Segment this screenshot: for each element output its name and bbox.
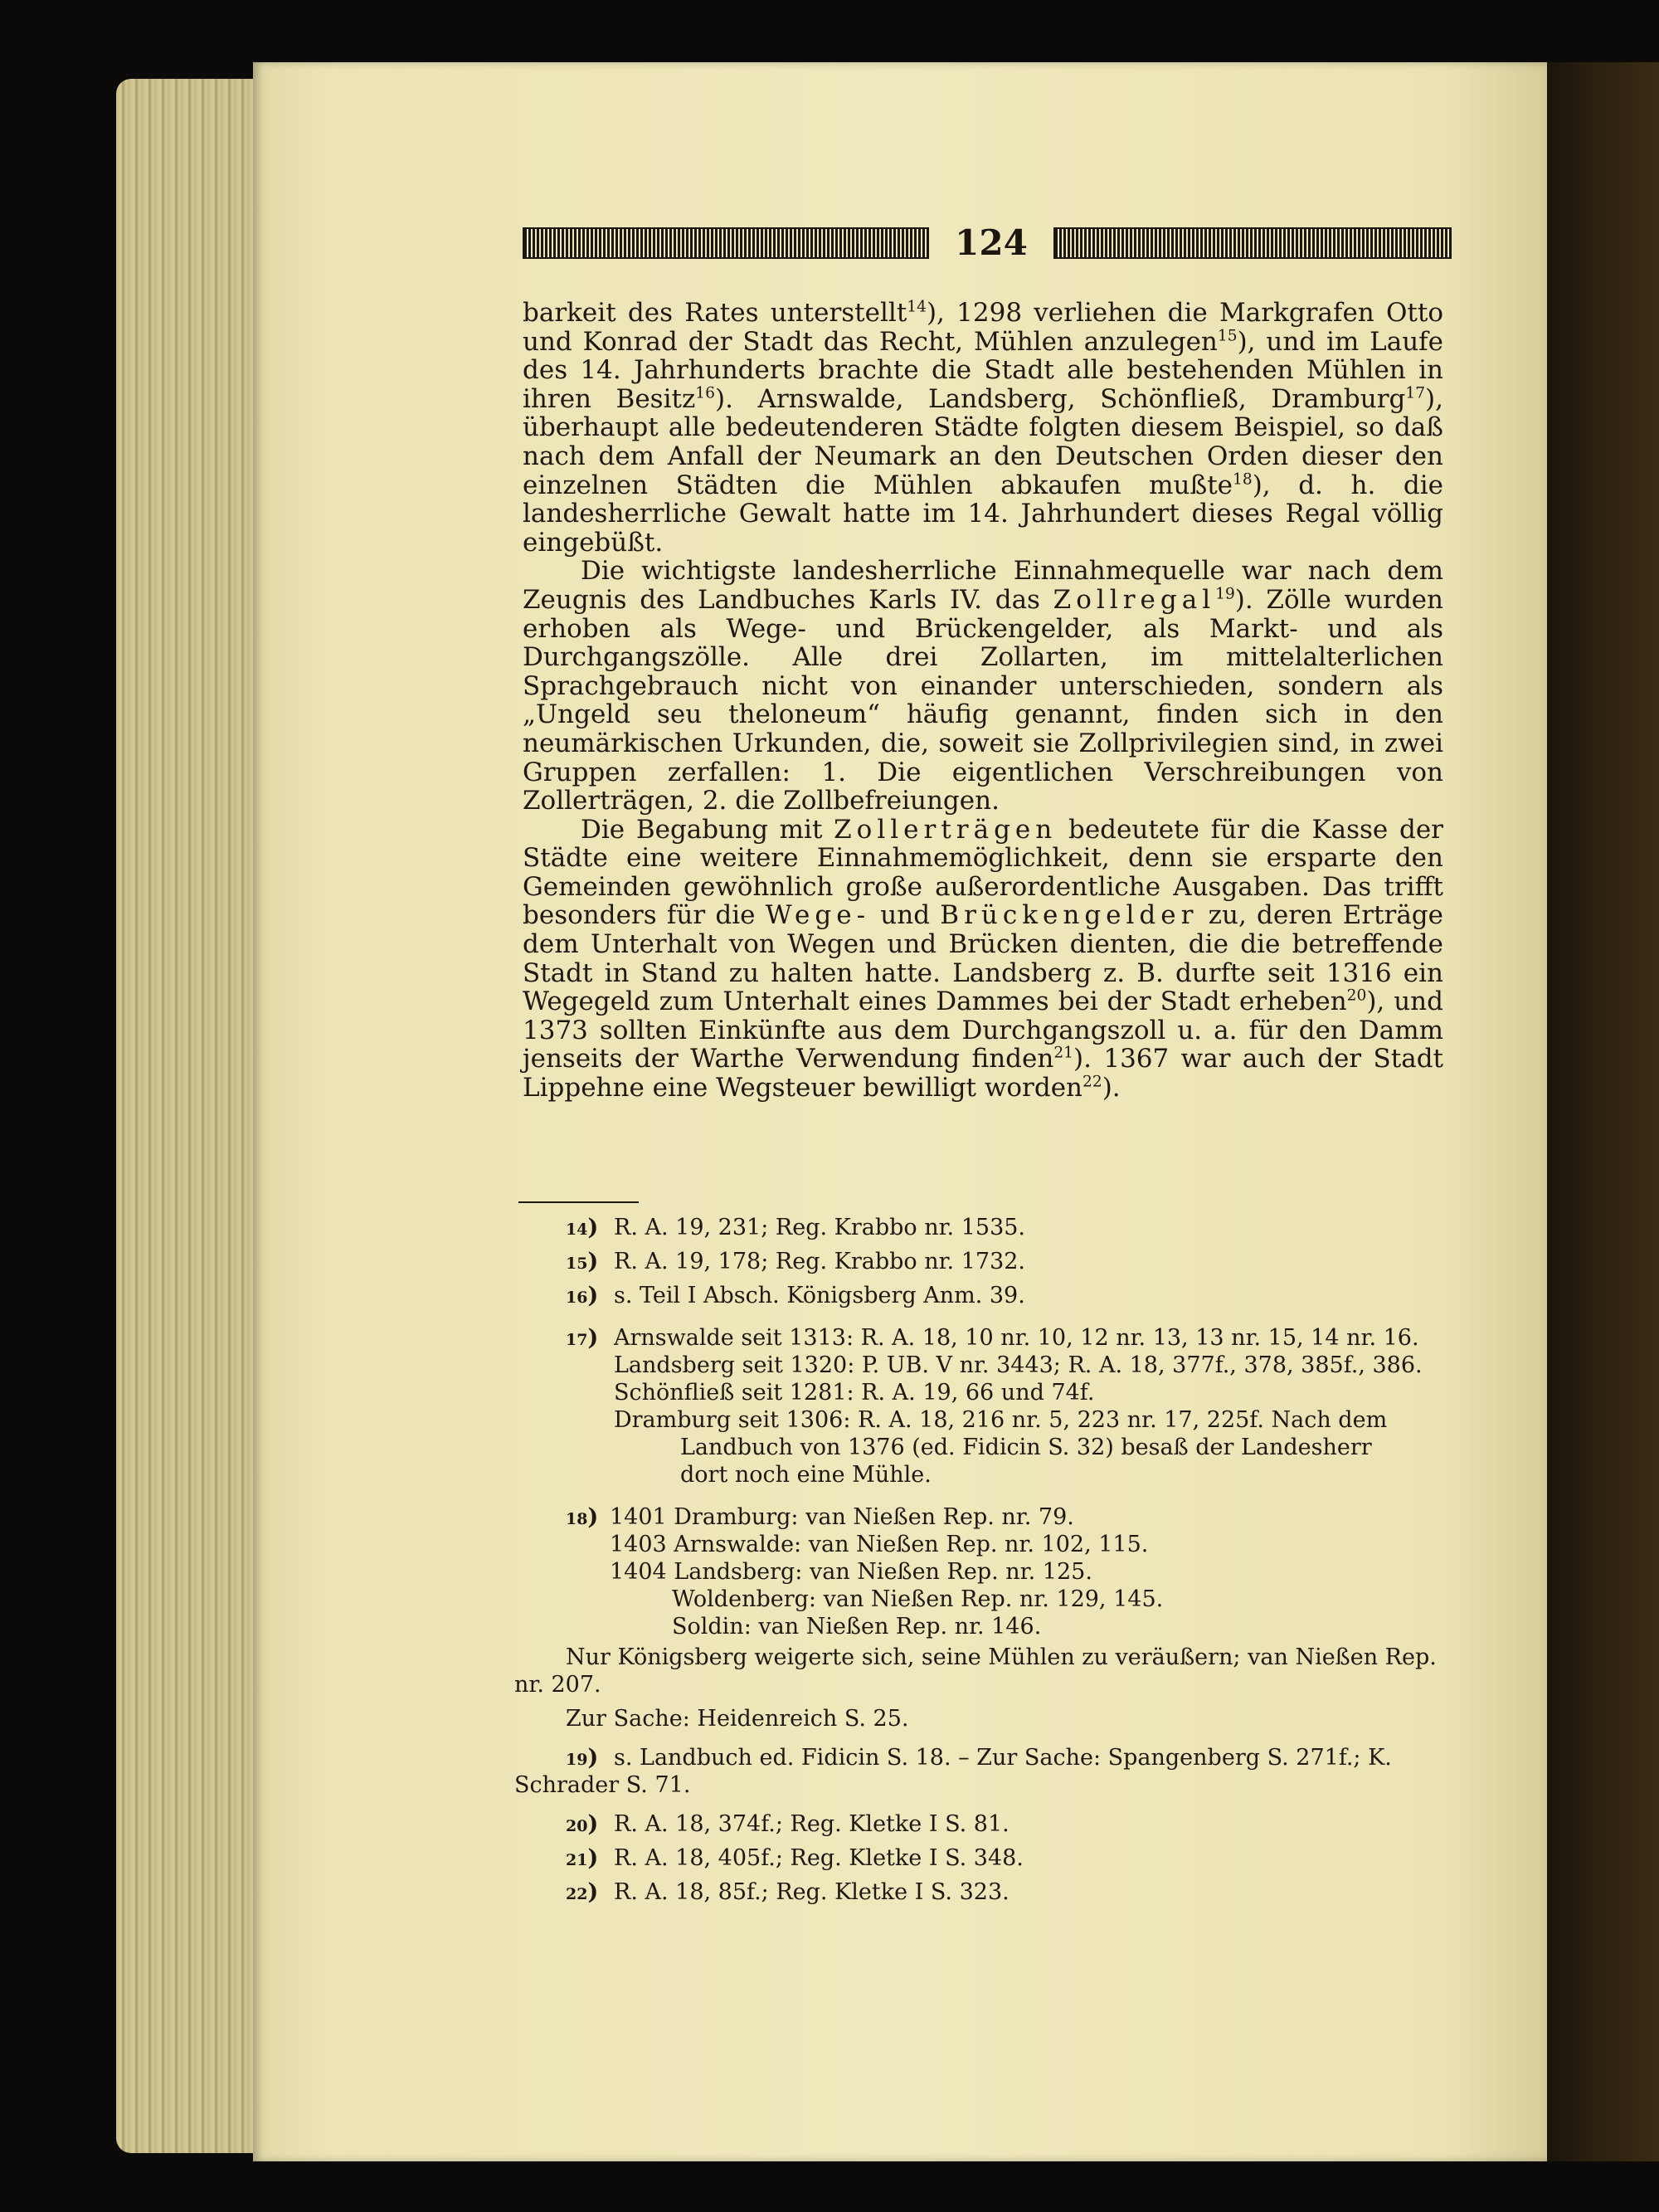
footnote-line: Schönfließ seit 1281: R. A. 19, 66 und 74f. bbox=[614, 1380, 1095, 1406]
text-run: barkeit des Rates unterstellt bbox=[523, 298, 907, 328]
footnote-line: 1403 Arnswalde: van Nießen Rep. nr. 102, 115. bbox=[610, 1532, 1149, 1557]
footnote-number: 17) bbox=[566, 1325, 599, 1351]
footnote-text: R. A. 18, 374f.; Reg. Kletke I S. 81. bbox=[614, 1811, 1010, 1837]
footnote-number: 16) bbox=[566, 1283, 599, 1308]
footnote-marker: 20 bbox=[1346, 987, 1367, 1005]
header-rule-right bbox=[1053, 227, 1452, 259]
header-rule-left bbox=[523, 227, 929, 259]
footnote-18 bbox=[514, 1503, 1443, 1640]
emphasized-term: Wege- bbox=[765, 900, 871, 931]
footnote-marker: 21 bbox=[1053, 1045, 1073, 1063]
text-run: bedeutete für die Kasse der Städte eine weitere Einnahmemöglichkeit, denn sie ersparte den Gemeinden gewöhnlich große außerordentliche Ausgaben. Das trifft besonders für die bbox=[523, 814, 1443, 931]
footnote-marker: 14 bbox=[907, 298, 927, 316]
footnote-marker: 17 bbox=[1405, 384, 1426, 402]
footnote-number: 22) bbox=[566, 1879, 599, 1905]
text-run: ), 1298 verliehen die Markgrafen Otto und Konrad der Stadt das Recht, Mühlen anzulegen bbox=[523, 298, 1443, 357]
footnote-number: 21) bbox=[566, 1845, 599, 1871]
footnote-line: 1404 Landsberg: van Nießen Rep. nr. 125. bbox=[610, 1559, 1092, 1585]
footnote-number: 15) bbox=[566, 1249, 599, 1274]
text-run: ). Arnswalde, Landsberg, Schönfließ, Dramburg bbox=[714, 383, 1406, 414]
footnote-14 bbox=[514, 1214, 1443, 1241]
text-run: Die Begabung mit bbox=[581, 814, 834, 845]
footnote-marker: 19 bbox=[1215, 585, 1235, 603]
footnote-marker: 15 bbox=[1217, 327, 1238, 345]
paragraph-1 bbox=[523, 299, 1443, 557]
footnote-15 bbox=[514, 1248, 1443, 1275]
footnote-line: Soldin: van Nießen Rep. nr. 146. bbox=[672, 1614, 1042, 1640]
footnote-18-reference: Zur Sache: Heidenreich S. 25. bbox=[566, 1706, 909, 1732]
footnote-line: Landsberg seit 1320: P. UB. V nr. 3443; R. A. 18, 377f., 378, 385f., 386. bbox=[614, 1352, 1423, 1378]
text-run: ). 1367 war auch der Stadt Lippehne eine Wegsteuer bewilligt worden bbox=[523, 1044, 1443, 1104]
footnote-20 bbox=[514, 1810, 1443, 1838]
page-number: 124 bbox=[955, 222, 1028, 263]
text-run: ). bbox=[1102, 1073, 1121, 1104]
emphasized-term: Brückengelder bbox=[940, 900, 1199, 931]
paragraph-2 bbox=[523, 557, 1443, 815]
main-text bbox=[523, 299, 1443, 1103]
footnote-number: 19) bbox=[566, 1745, 599, 1771]
footnote-22 bbox=[514, 1878, 1443, 1906]
emphasized-term: Zollregal bbox=[1053, 584, 1216, 615]
footnote-marker: 18 bbox=[1233, 470, 1253, 489]
footnote-line: Dramburg seit 1306: R. A. 18, 216 nr. 5, 223 nr. 17, 225f. Nach dem bbox=[614, 1407, 1388, 1433]
book-gutter bbox=[1547, 62, 1659, 2161]
page-header bbox=[523, 222, 1452, 264]
footnote-line: 1401 Dramburg: van Nießen Rep. nr. 79. bbox=[610, 1504, 1074, 1530]
text-run: ), d. h. die landesherrliche Gewalt hatte im 14. Jahrhundert dieses Regal völlig eingebüßt. bbox=[523, 470, 1443, 558]
footnote-text: s. Teil I Absch. Königsberg Anm. 39. bbox=[614, 1283, 1025, 1308]
text-run: ). Zölle wurden erhoben als Wege- und Brückengelder, als Markt- und als Durchgangszölle. Alle drei Zollarten, im mittelalterlichen Sprachgebrauch nicht von einander unterschieden, sondern als „Ungeld seu theloneum“ häufig genannt, finden sich in den neumärkischen Urkunden, die, soweit sie Zollprivilegien sind, in zwei Gruppen zerfallen: 1. Die eigentlichen Verschreibungen von Zollerträgen, 2. die Zollbefreiungen. bbox=[523, 584, 1443, 816]
footnote-text: R. A. 19, 178; Reg. Krabbo nr. 1732. bbox=[614, 1249, 1026, 1274]
footnote-number: 14) bbox=[566, 1215, 599, 1240]
footnote-number: 18) bbox=[566, 1504, 599, 1530]
footnote-marker: 22 bbox=[1082, 1073, 1102, 1091]
footnote-16 bbox=[514, 1282, 1443, 1309]
text-run: Die wichtigste landesherrliche Einnahmequelle war nach dem Zeugnis des Landbuches Karls IV. das bbox=[523, 556, 1443, 615]
footnote-text: s. Landbuch ed. Fidicin S. 18. – Zur Sache: Spangenberg S. 271f.; K. Schrader S. 71. bbox=[514, 1745, 1392, 1798]
footnote-17 bbox=[514, 1324, 1443, 1488]
text-run: zu, deren Erträge dem Unterhalt von Wegen und Brücken dienten, die die betreffende Stadt in Stand zu halten hatte. Landsberg z. B. durfte seit 1316 ein Wegegeld zum Unterhalt eines Dammes bei der Stadt erheben bbox=[523, 900, 1443, 1017]
footnote-19 bbox=[514, 1744, 1443, 1799]
text-run: ), und 1373 sollten Einkünfte aus dem Durchgangszoll u. a. für den Damm jenseits der Warthe Verwendung finden bbox=[523, 987, 1443, 1074]
footnote-18-note: Nur Königsberg weigerte sich, seine Mühlen zu veräußern; van Nießen Rep. nr. 207. bbox=[514, 1644, 1437, 1698]
footnote-21 bbox=[514, 1844, 1443, 1872]
footnote-line: Landbuch von 1376 (ed. Fidicin S. 32) besaß der Landesherr bbox=[680, 1435, 1372, 1460]
footnote-marker: 16 bbox=[695, 384, 715, 402]
emphasized-term: Zollerträgen bbox=[834, 814, 1058, 845]
footnote-text: R. A. 18, 85f.; Reg. Kletke I S. 323. bbox=[614, 1879, 1010, 1905]
paragraph-3 bbox=[523, 816, 1443, 1103]
footnote-text: R. A. 18, 405f.; Reg. Kletke I S. 348. bbox=[614, 1845, 1024, 1871]
footnote-number: 20) bbox=[566, 1811, 599, 1837]
text-run: ), und im Laufe des 14. Jahrhunderts brachte die Stadt alle bestehenden Mühlen in ihren Besitz bbox=[523, 326, 1443, 414]
footnote-text: R. A. 19, 231; Reg. Krabbo nr. 1535. bbox=[614, 1215, 1026, 1240]
footnote-divider bbox=[518, 1201, 639, 1203]
text-run: ), überhaupt alle bedeutenderen Städte folgten diesem Beispiel, so daß nach dem Anfall der Neumark an den Deutschen Orden dieser den einzelnen Städten die Mühlen abkaufen mußte bbox=[523, 383, 1443, 500]
footnote-line: dort noch eine Mühle. bbox=[680, 1462, 932, 1488]
footnotes bbox=[514, 1214, 1443, 1912]
footnote-line: Arnswalde seit 1313: R. A. 18, 10 nr. 10, 12 nr. 13, 13 nr. 15, 14 nr. 16. bbox=[614, 1325, 1419, 1351]
footnote-line: Woldenberg: van Nießen Rep. nr. 129, 145. bbox=[672, 1586, 1164, 1612]
text-run: und bbox=[870, 900, 941, 931]
